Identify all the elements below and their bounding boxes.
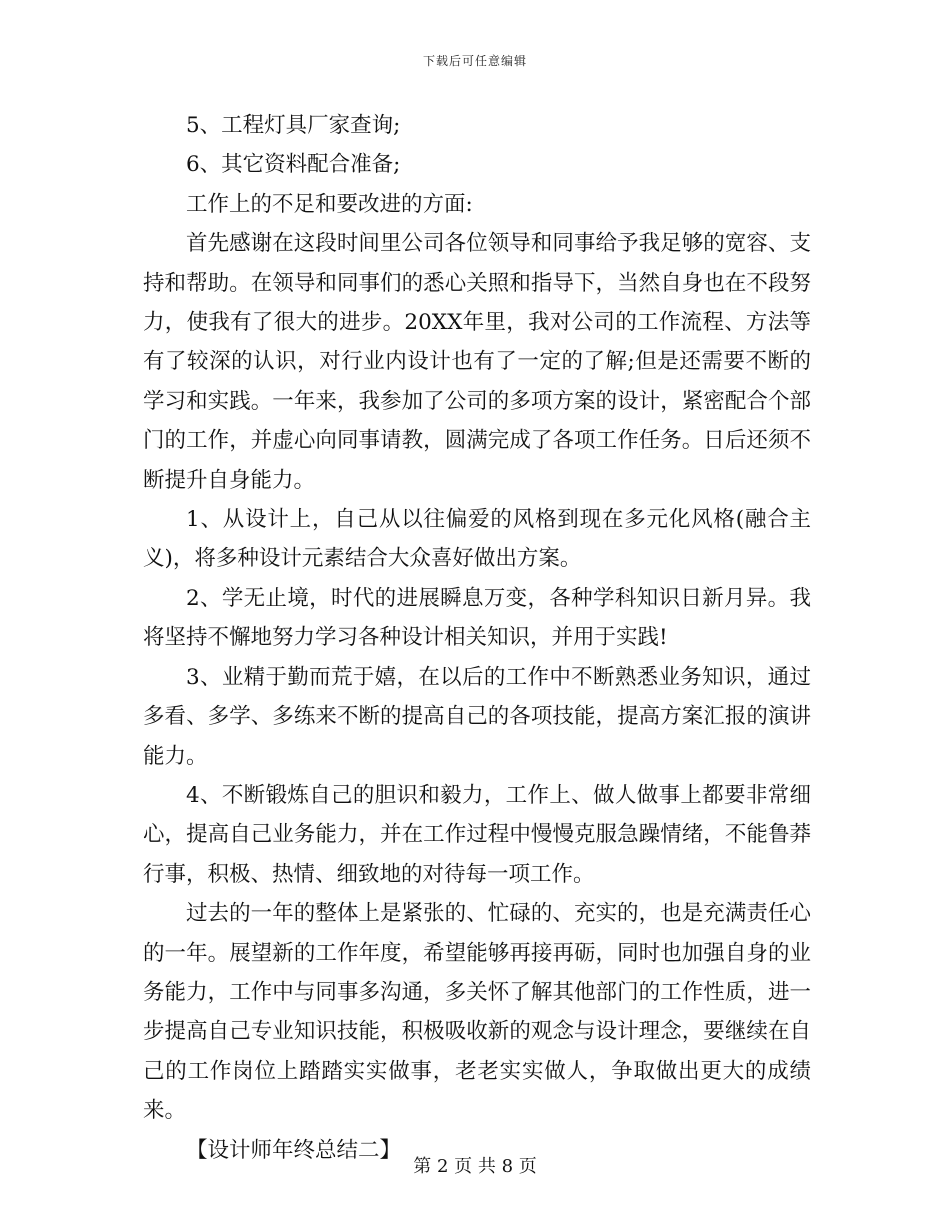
paragraph-item-5: 5、工程灯具厂家查询; bbox=[186, 113, 401, 138]
document-body bbox=[143, 106, 811, 1170]
paragraph-item-6: 6、其它资料配合准备; bbox=[186, 152, 401, 178]
paragraph-thanks: 首先感谢在这段时间里公司各位领导和同事给予我足够的宽容、支持和帮助。在领导和同事们的悉心关照和指导下，当然自身也在不段努力，使我有了很大的进步。20XX年里，我对公司的工作流程、方法等有了较深的认识，对行业内设计也有了一定的了解;但是还需要不断的学习和实践。一年来，我参加了公司的多项方案的设计，紧密配合个部门的工作，并虚心向同事请教，圆满完成了各项工作任务。日后还须不断提升自身能力。 bbox=[143, 231, 811, 493]
page-header: 下载后可任意编辑 bbox=[422, 54, 527, 68]
section-title: 【设计师年终总结二】 bbox=[186, 1137, 402, 1163]
page-number: 第 2 页 共 8 页 bbox=[413, 1156, 537, 1177]
paragraph-point-4: 4、不断锻炼自己的胆识和毅力，工作上、做人做事上都要非常细心，提高自己业务能力，并在工作过程中慢慢克服急躁情绪，不能鲁莽行事，积极、热情、细致地的对待每一项工作。 bbox=[143, 782, 811, 887]
paragraph-section-heading: 工作上的不足和要改进的方面: bbox=[186, 191, 473, 217]
paragraph-conclusion: 过去的一年的整体上是紧张的、忙碌的、充实的，也是充满责任心的一年。展望新的工作年度，希望能够再接再砺，同时也加强自身的业务能力，工作中与同事多沟通，多关怀了解其他部门的工作性质，进一步提高自己专业知识技能，积极吸收新的观念与设计理念，要继续在自己的工作岗位上踏踏实实做事，老老实实做人，争取做出更大的成绩来。 bbox=[143, 901, 811, 1124]
paragraph-point-1: 1、从设计上，自己从以往偏爱的风格到现在多元化风格(融合主义)，将多种设计元素结合大众喜好做出方案。 bbox=[143, 507, 811, 572]
paragraph-point-2: 2、学无止境，时代的进展瞬息万变，各种学科知识日新月异。我将坚持不懈地努力学习各种设计相关知识，并用于实践! bbox=[143, 585, 811, 651]
paragraph-point-3: 3、业精于勤而荒于嬉，在以后的工作中不断熟悉业务知识，通过多看、多学、多练来不断的提高自己的各项技能，提高方案汇报的演讲能力。 bbox=[143, 664, 811, 769]
